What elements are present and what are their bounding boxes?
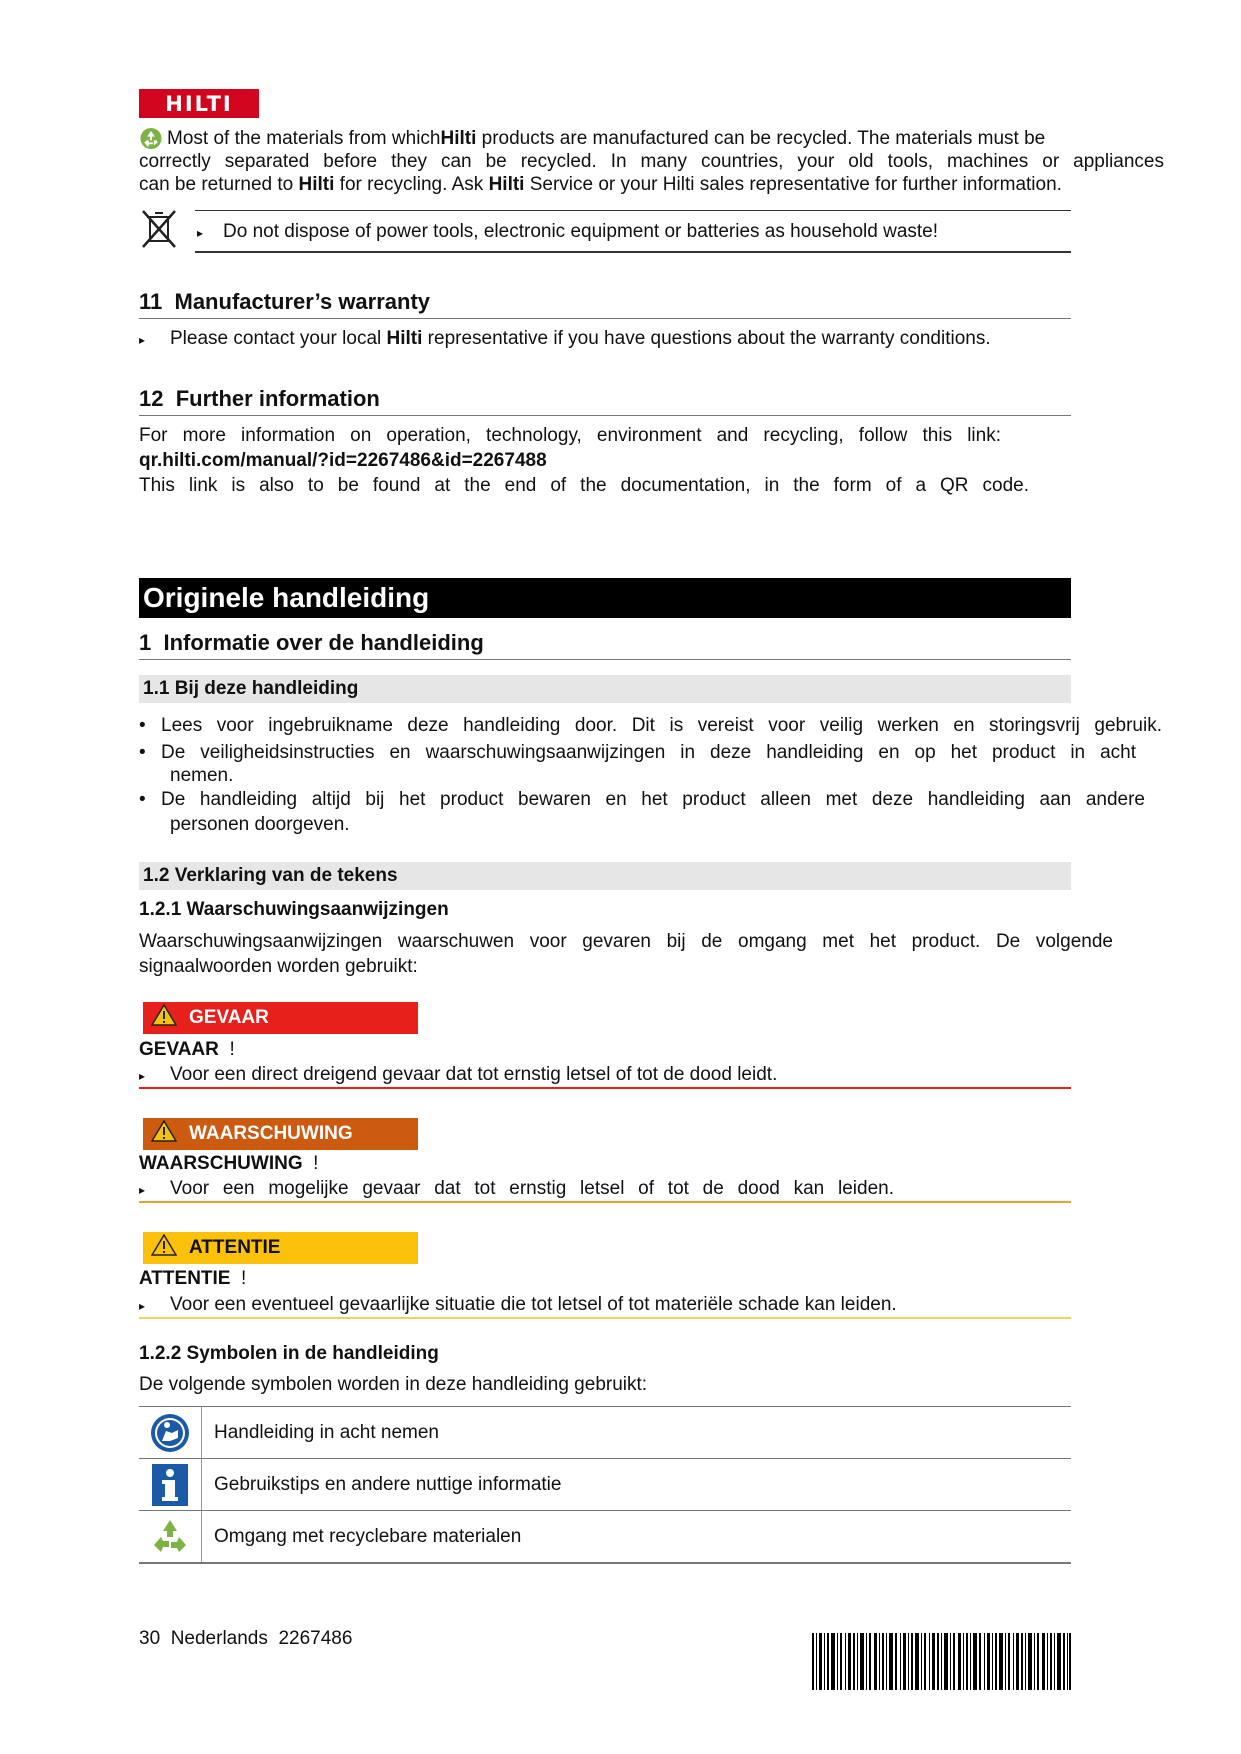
table-row <box>139 1458 1071 1510</box>
warnings-intro-line-2: signaalwoorden worden gebruikt: <box>139 956 418 977</box>
symbols-intro: De volgende symbolen worden in deze handleiding gebruikt: <box>139 1374 648 1395</box>
recycle-icon <box>139 1511 202 1562</box>
footer-doc-id: 2267486 <box>278 1628 353 1649</box>
nl-section-1-heading: 1 Informatie over de handleiding <box>139 630 484 655</box>
page-number: 30 <box>139 1628 161 1649</box>
read-manual-icon <box>139 1407 202 1458</box>
list-item-continuation: personen doorgeven. <box>170 814 350 835</box>
recycling-text-1b: products are manufactured can be recycled. The materials must be <box>476 128 1046 149</box>
table-row <box>139 1510 1071 1564</box>
nl-section-1-rule <box>139 659 1071 660</box>
warnings-intro-line-1: Waarschuwingsaanwijzingen waarschuwen voor gevaren bij de omgang met het product. De volgende <box>139 931 1113 952</box>
list-item: • De handleiding altijd bij het product bewaren en het product alleen met deze handleiding aan andere <box>139 789 1145 810</box>
attentie-rule <box>139 1317 1071 1319</box>
section-11-heading: 11 Manufacturer’s warranty <box>139 289 431 314</box>
section-12-heading: 12 Further information <box>139 386 380 411</box>
arrow-icon: ▸ <box>139 1299 146 1313</box>
attentie-text: ▸ Voor een eventueel gevaarlijke situatie die tot letsel of tot materiële schade kan leiden. <box>139 1293 897 1318</box>
info-icon <box>139 1459 202 1510</box>
waarschuwing-badge: WAARSCHUWING <box>143 1118 418 1150</box>
recycle-icon <box>139 127 165 150</box>
gevaar-rule <box>139 1087 1071 1089</box>
brand-name: Hilti <box>440 128 477 149</box>
recycling-paragraph <box>139 127 1164 196</box>
list-item: • De veiligheidsinstructies en waarschuwingsaanwijzingen in deze handleiding en op het product in acht <box>139 742 1136 763</box>
warning-triangle-icon <box>151 1004 177 1032</box>
warning-triangle-icon <box>151 1234 177 1262</box>
table-row <box>139 1406 1071 1458</box>
manual-link[interactable]: qr.hilti.com/manual/?id=2267486&id=2267488 <box>139 450 547 471</box>
recycling-text-1a: Most of the materials from which <box>167 128 441 149</box>
further-info-line-1: For more information on operation, technology, environment and recycling, follow this link: <box>139 425 1001 446</box>
section-11-rule <box>139 318 1071 319</box>
list-item-continuation: nemen. <box>170 765 234 786</box>
disposal-note <box>197 220 1067 245</box>
gevaar-heading: GEVAAR ! <box>139 1039 235 1060</box>
recycling-text-3: can be returned to Hilti for recycling. Ask Hilti Service or your Hilti sales representative for further information. <box>139 174 1062 195</box>
section-12-rule <box>139 415 1071 416</box>
nl-section-1-2-1-heading: 1.2.1 Waarschuwingsaanwijzingen <box>139 899 449 920</box>
disposal-text: Do not dispose of power tools, electronic equipment or batteries as household waste! <box>223 221 939 242</box>
table-cell-label: Handleiding in acht nemen <box>214 1421 439 1443</box>
nl-section-1-1-heading: 1.1 Bij deze handleiding <box>139 675 1071 703</box>
arrow-icon: ▸ <box>197 226 204 240</box>
disposal-top-rule <box>195 210 1071 211</box>
gevaar-text: ▸ Voor een direct dreigend gevaar dat tot ernstig letsel of tot de dood leidt. <box>139 1063 777 1088</box>
table-cell-label: Omgang met recyclebare materialen <box>214 1525 522 1547</box>
footer-language: Nederlands <box>170 1628 268 1649</box>
waarschuwing-rule <box>139 1201 1071 1203</box>
symbols-table <box>139 1406 1071 1564</box>
gevaar-badge: GEVAAR <box>143 1002 418 1034</box>
arrow-icon: ▸ <box>139 333 146 347</box>
recycling-text-2: correctly separated before they can be recycled. In many countries, your old tools, machines or appliances <box>139 151 1164 172</box>
warranty-note: ▸ Please contact your local Hilti representative if you have questions about the warranty conditions. <box>139 327 1071 352</box>
further-info-line-3: This link is also to be found at the end of the documentation, in the form of a QR code. <box>139 475 1029 496</box>
barcode <box>812 1633 1071 1690</box>
attentie-badge: ATTENTIE <box>143 1232 418 1264</box>
list-item: • Lees voor ingebruikname deze handleiding door. Dit is vereist voor veilig werken en storingsvrij gebruik. <box>139 715 1162 736</box>
waarschuwing-text: ▸ Voor een mogelijke gevaar dat tot ernstig letsel of tot de dood kan leiden. <box>139 1177 894 1202</box>
table-cell-label: Gebruikstips en andere nuttige informatie <box>214 1473 562 1495</box>
banner-originele-handleiding: Originele handleiding <box>139 578 1071 618</box>
logo-text: HILTI <box>165 91 233 116</box>
nl-section-1-2-2-heading: 1.2.2 Symbolen in de handleiding <box>139 1343 439 1364</box>
bullet-list-1-1 <box>139 714 1169 836</box>
crossed-bin-icon <box>139 207 179 251</box>
warning-triangle-icon <box>151 1120 177 1148</box>
attentie-heading: ATTENTIE ! <box>139 1268 247 1289</box>
disposal-bottom-rule <box>195 251 1071 253</box>
arrow-icon: ▸ <box>139 1183 146 1197</box>
hilti-logo <box>139 89 259 118</box>
footer <box>139 1627 352 1650</box>
waarschuwing-heading: WAARSCHUWING ! <box>139 1153 319 1174</box>
arrow-icon: ▸ <box>139 1069 146 1083</box>
nl-section-1-2-heading: 1.2 Verklaring van de tekens <box>139 862 1071 890</box>
